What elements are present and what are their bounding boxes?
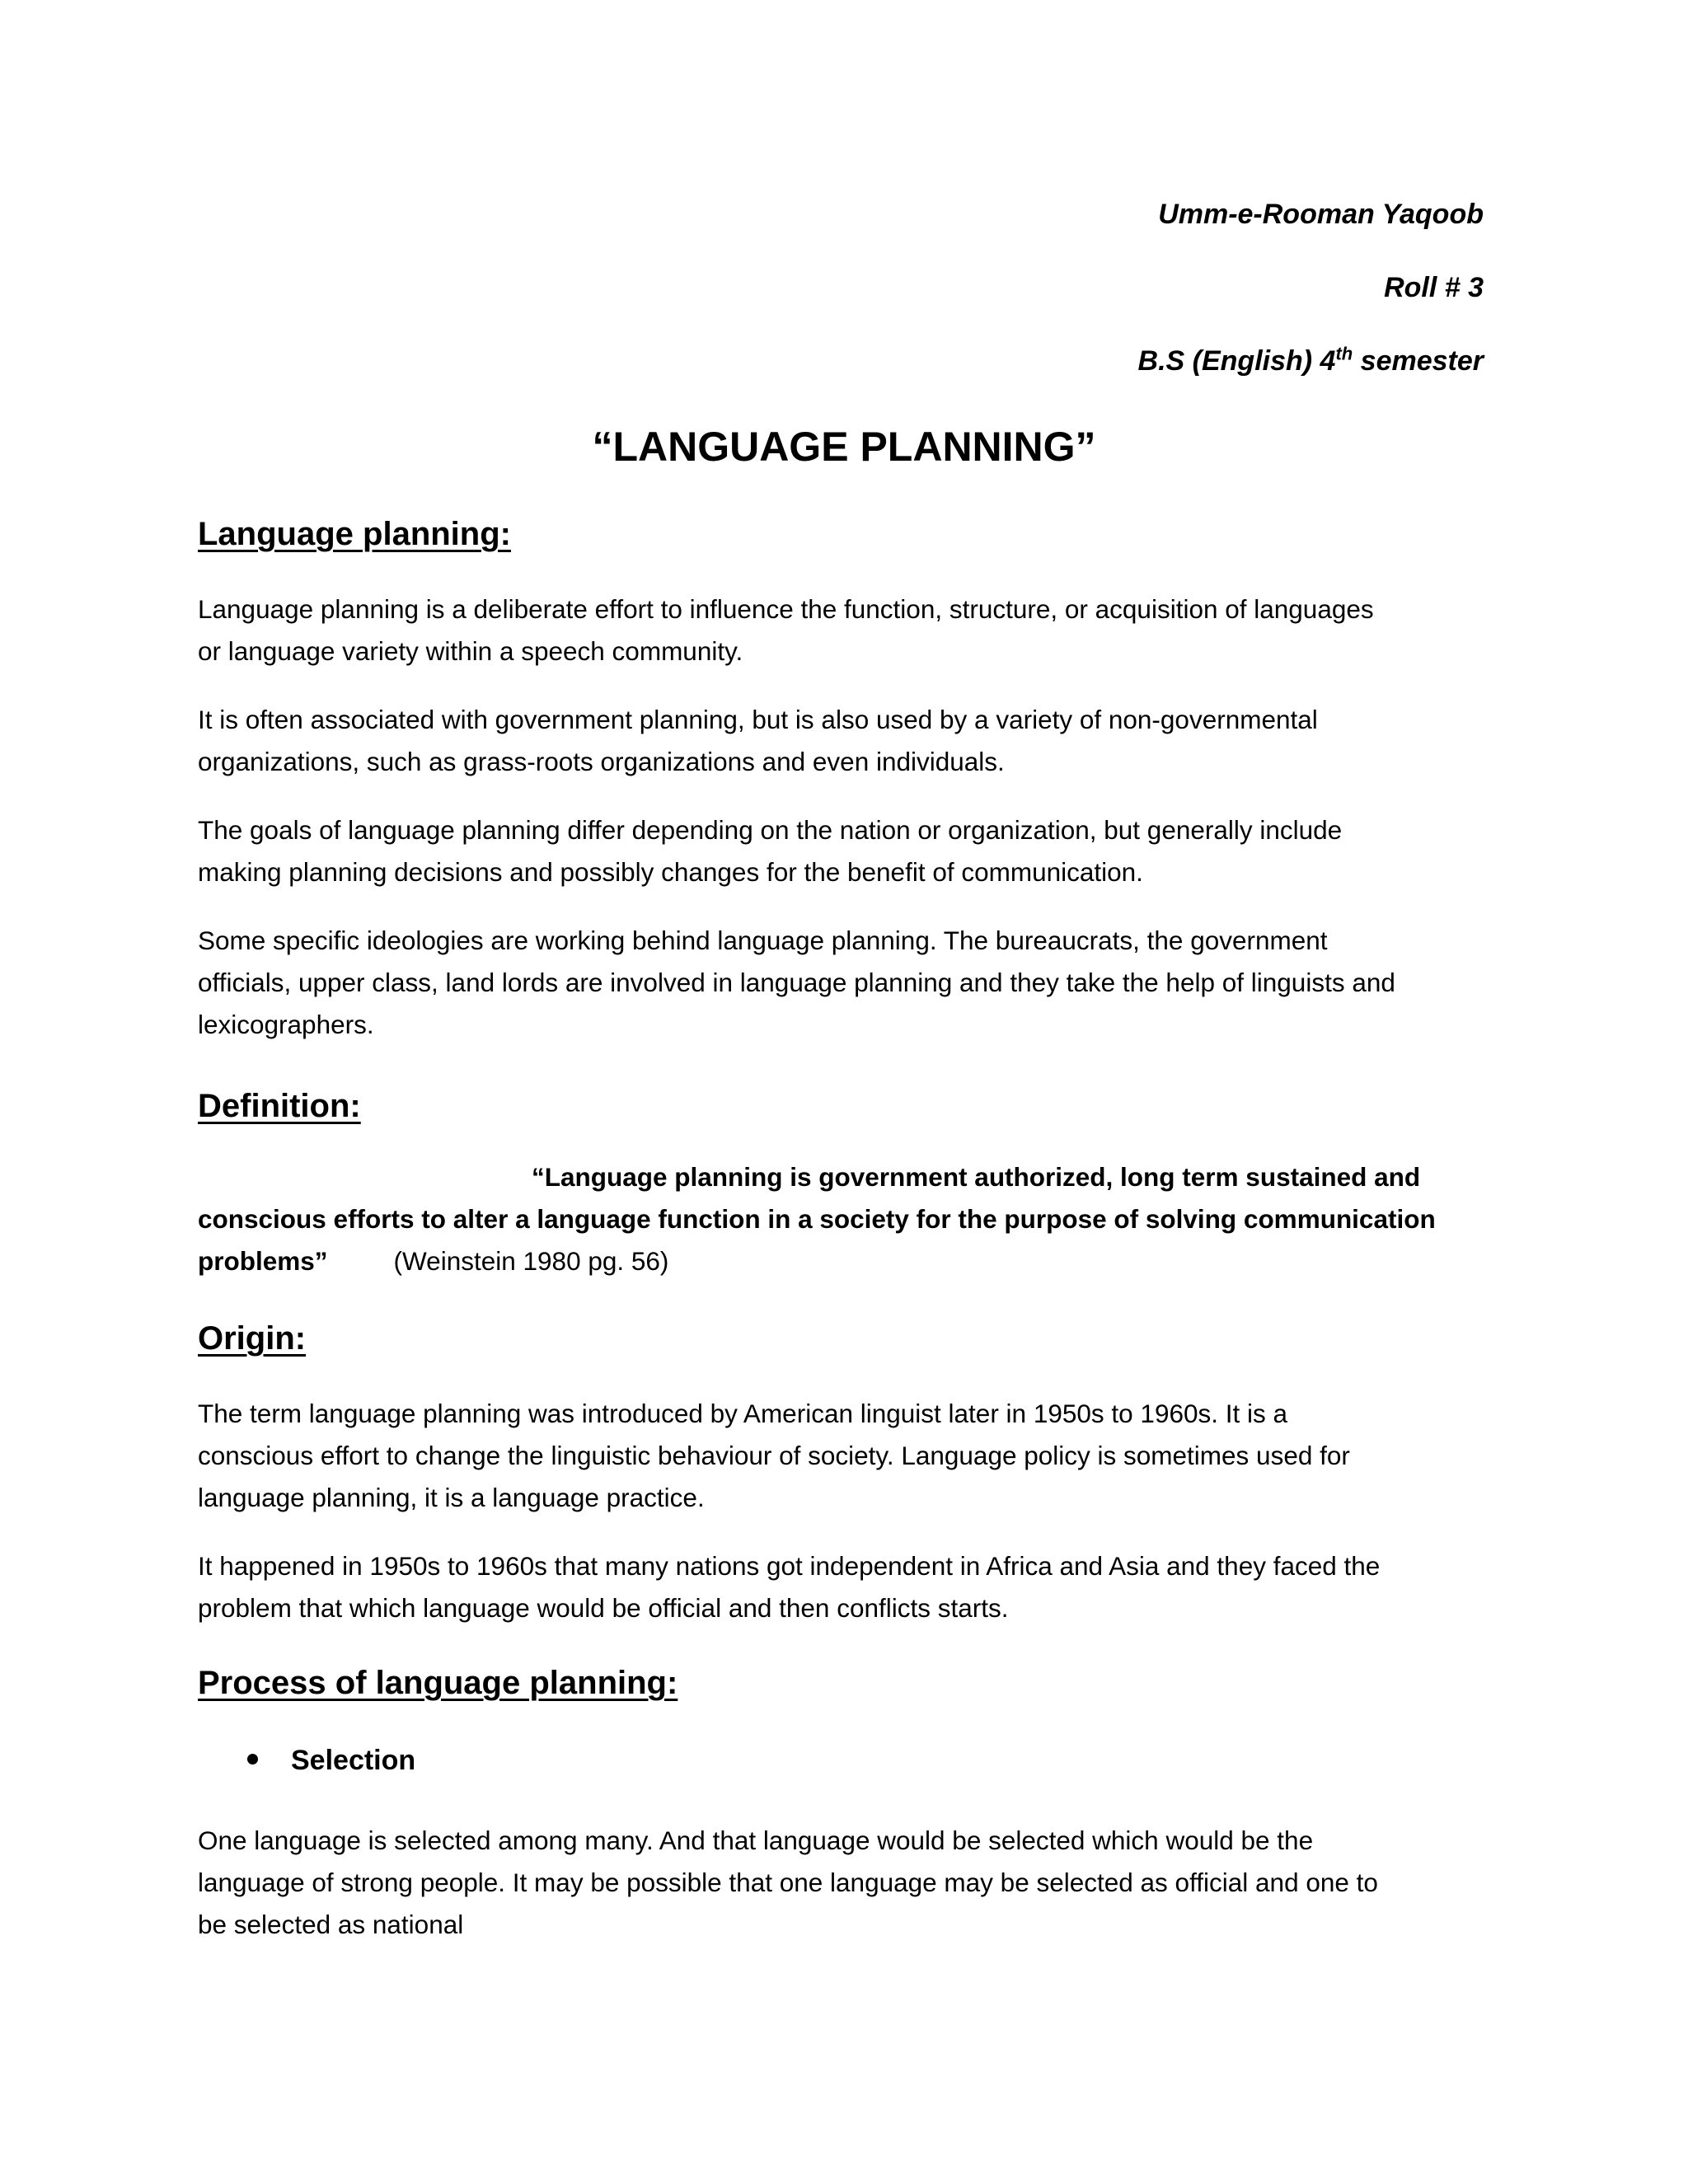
text-line: lexicographers.: [198, 1010, 374, 1039]
text-line: be selected as national: [198, 1910, 464, 1939]
document-title: “LANGUAGE PLANNING”: [592, 424, 1096, 470]
paragraph-origin-2: [198, 1545, 1484, 1629]
text-line: It happened in 1950s to 1960s that many nations got independent in Africa and Asia and they faced the: [198, 1551, 1381, 1581]
text-line: problem that which language would be official and then conflicts starts.: [198, 1593, 1009, 1623]
text-line: officials, upper class, land lords are involved in language planning and they take the help of linguists and: [198, 968, 1395, 997]
paragraph-lp-4: [198, 920, 1484, 1046]
paragraph-process-1: [198, 1820, 1484, 1946]
text-line: organizations, such as grass-roots organizations and even individuals.: [198, 747, 1005, 776]
text-line: The term language planning was introduced by American linguist later in 1950s to 1960s. It is a: [198, 1399, 1288, 1428]
paragraph-lp-2: [198, 699, 1484, 783]
text-line: making planning decisions and possibly changes for the benefit of communication.: [198, 857, 1143, 887]
citation: (Weinstein 1980 pg. 56): [393, 1246, 669, 1276]
text-line: or language variety within a speech community.: [198, 636, 743, 666]
text-line: language of strong people. It may be possible that one language may be selected as official and one to: [198, 1868, 1378, 1897]
heading-language-planning: Language planning:: [198, 516, 511, 552]
heading-origin: Origin:: [198, 1320, 307, 1357]
text-line: conscious effort to change the linguistic behaviour of society. Language policy is sometimes used for: [198, 1441, 1350, 1470]
bullet-icon: [247, 1754, 258, 1765]
paragraph-lp-3: [198, 809, 1484, 893]
quote-last-line: [198, 1240, 1484, 1282]
author-info: [742, 198, 1484, 418]
text-line: Some specific ideologies are working behind language planning. The bureaucrats, the government: [198, 926, 1328, 955]
bullet-label: Selection: [291, 1745, 416, 1776]
quote-line: “Language planning is government authorized, long term sustained and: [532, 1162, 1421, 1192]
roll-number: Roll # 3: [1384, 272, 1484, 303]
program-prefix: B.S (English) 4: [1137, 345, 1336, 377]
program-superscript: th: [1335, 343, 1353, 364]
text-line: It is often associated with government planning, but is also used by a variety of non-governmental: [198, 705, 1318, 734]
paragraph-origin-1: [198, 1393, 1484, 1519]
text-line: language planning, it is a language practice.: [198, 1483, 705, 1512]
heading-process: Process of language planning:: [198, 1665, 678, 1701]
author-name: Umm-e-Rooman Yaqoob: [1158, 199, 1484, 230]
program-semester: [742, 344, 1484, 377]
quote-line: problems”: [198, 1246, 328, 1276]
program-suffix: semester: [1353, 345, 1484, 377]
bullet-selection: [247, 1741, 415, 1780]
text-line: The goals of language planning differ depending on the nation or organization, but generally include: [198, 815, 1343, 845]
heading-definition: Definition:: [198, 1088, 361, 1124]
definition-quote: [198, 1156, 1484, 1282]
text-line: One language is selected among many. And that language would be selected which would be the: [198, 1825, 1314, 1855]
text-line: Language planning is a deliberate effort to influence the function, structure, or acquisition of languages: [198, 594, 1374, 624]
paragraph-lp-1: [198, 588, 1484, 673]
quote-line: conscious efforts to alter a language function in a society for the purpose of solving communication: [198, 1204, 1436, 1234]
